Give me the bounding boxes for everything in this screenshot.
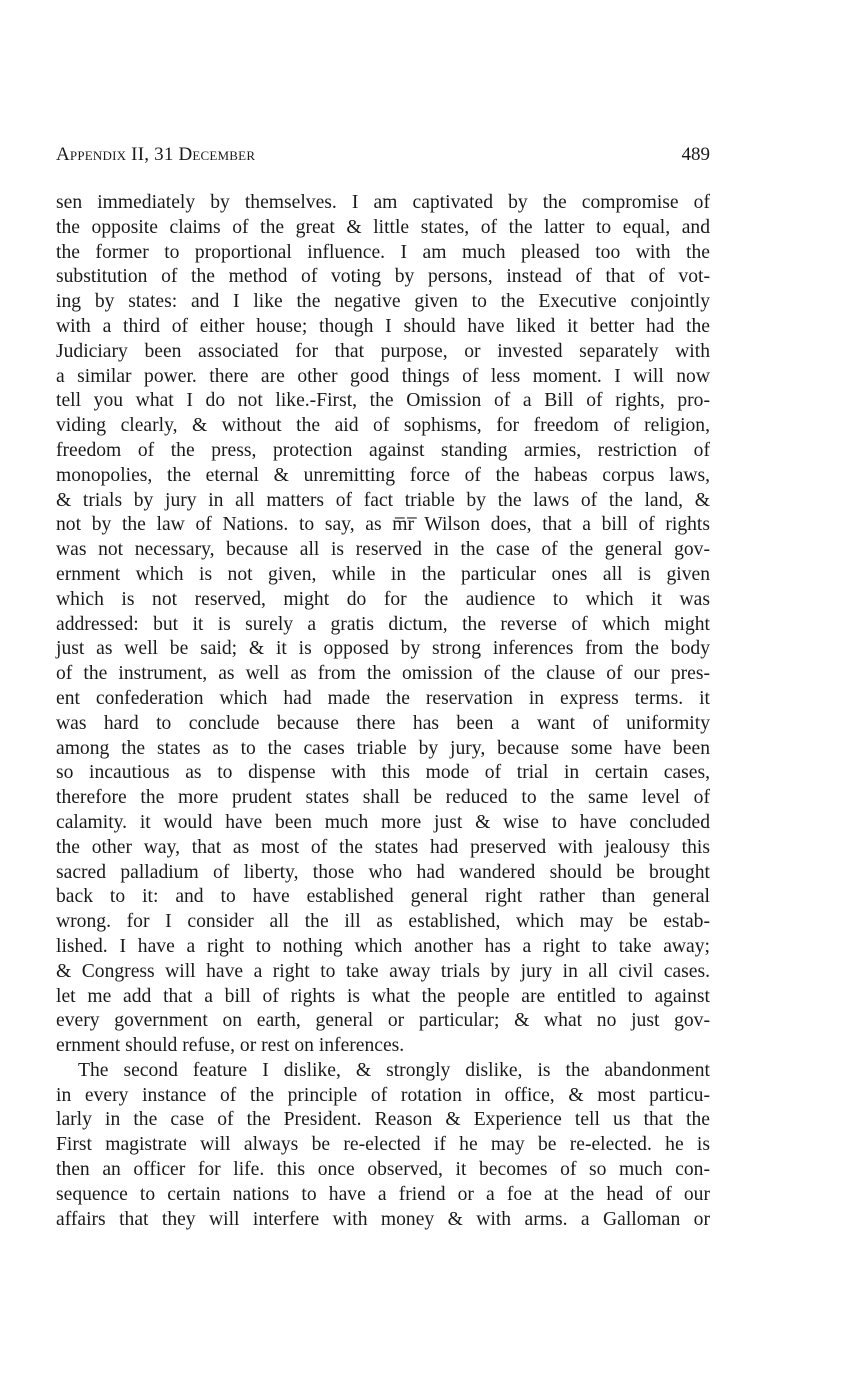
text-line: the former to proportional influence. I am much pleased too with the bbox=[56, 241, 710, 263]
text-line: The second feature I dislike, & strongly dislike, is the abandonment bbox=[78, 1059, 710, 1081]
text-line: sequence to certain nations to have a friend or a foe at the head of our bbox=[56, 1183, 710, 1205]
text-line: ent confederation which had made the reservation in express terms. it bbox=[56, 687, 710, 709]
text-line: ernment which is not given, while in the particular ones all is given bbox=[56, 563, 710, 585]
text-line: Judiciary been associated for that purpose, or invested separately with bbox=[56, 340, 710, 362]
text-line: & Congress will have a right to take away trials by jury in all civil cases. bbox=[56, 960, 710, 982]
paragraph-2 bbox=[56, 1059, 710, 1233]
text-line: monopolies, the eternal & unremitting force of the habeas corpus laws, bbox=[56, 464, 710, 486]
text-line: tell you what I do not like.-First, the Omission of a Bill of rights, pro- bbox=[56, 390, 710, 412]
text-line: not by the law of Nations. to say, as m̅r̅ Wilson does, that a bill of rights bbox=[56, 514, 710, 536]
page-number: 489 bbox=[681, 144, 710, 165]
text-line: therefore the more prudent states shall be reduced to the same level of bbox=[56, 787, 710, 809]
text-line: every government on earth, general or particular; & what no just gov- bbox=[56, 1010, 710, 1032]
text-line: just as well be said; & it is opposed by strong inferences from the body bbox=[56, 638, 710, 660]
text-line: of the instrument, as well as from the omission of the clause of our pres- bbox=[56, 663, 710, 685]
text-line: affairs that they will interfere with money & with arms. a Galloman or bbox=[56, 1208, 710, 1230]
text-line: freedom of the press, protection against standing armies, restriction of bbox=[56, 439, 710, 461]
running-head bbox=[56, 143, 710, 167]
text-line: which is not reserved, might do for the audience to which it was bbox=[56, 588, 710, 610]
text-line: ernment should refuse, or rest on inferences. bbox=[56, 1035, 405, 1057]
text-line: was not necessary, because all is reserved in the case of the general gov- bbox=[56, 539, 710, 561]
paragraph-1 bbox=[56, 191, 710, 1059]
text-line: then an officer for life. this once observed, it becomes of so much con- bbox=[56, 1159, 710, 1181]
text-line: sacred palladium of liberty, those who had wandered should be brought bbox=[56, 861, 710, 883]
text-line: larly in the case of the President. Reason & Experience tell us that the bbox=[56, 1109, 710, 1131]
text-line: calamity. it would have been much more just & wise to have concluded bbox=[56, 811, 710, 833]
running-head-title: Appendix II, 31 December bbox=[56, 144, 256, 165]
text-line: so incautious as to dispense with this mode of trial in certain cases, bbox=[56, 762, 710, 784]
text-line: addressed: but it is surely a gratis dictum, the reverse of which might bbox=[56, 613, 710, 635]
body-text bbox=[56, 191, 710, 1232]
text-line: viding clearly, & without the aid of sophisms, for freedom of religion, bbox=[56, 415, 710, 437]
text-line: wrong. for I consider all the ill as established, which may be estab- bbox=[56, 911, 710, 933]
text-line: sen immediately by themselves. I am captivated by the compromise of bbox=[56, 192, 710, 213]
text-line: First magistrate will always be re-elected if he may be re-elected. he is bbox=[56, 1134, 710, 1156]
text-line: ing by states: and I like the negative given to the Executive conjointly bbox=[56, 291, 710, 313]
text-line: substitution of the method of voting by persons, instead of that of vot- bbox=[56, 266, 710, 288]
text-line: back to it: and to have established general right rather than general bbox=[56, 886, 710, 908]
book-page bbox=[56, 0, 710, 1379]
text-line: lished. I have a right to nothing which another has a right to take away; bbox=[56, 935, 710, 957]
text-line: & trials by jury in all matters of fact triable by the laws of the land, & bbox=[56, 489, 710, 511]
text-line: let me add that a bill of rights is what the people are entitled to against bbox=[56, 985, 710, 1007]
text-line: in every instance of the principle of rotation in office, & most particu- bbox=[56, 1084, 710, 1106]
text-line: the opposite claims of the great & little states, of the latter to equal, and bbox=[56, 216, 710, 238]
text-line: the other way, that as most of the states had preserved with jealousy this bbox=[56, 836, 710, 858]
text-line: was hard to conclude because there has been a want of uniformity bbox=[56, 712, 710, 734]
text-line: with a third of either house; though I should have liked it better had the bbox=[56, 315, 710, 337]
text-line: among the states as to the cases triable by jury, because some have been bbox=[56, 737, 710, 759]
text-line: a similar power. there are other good things of less moment. I will now bbox=[56, 365, 710, 387]
